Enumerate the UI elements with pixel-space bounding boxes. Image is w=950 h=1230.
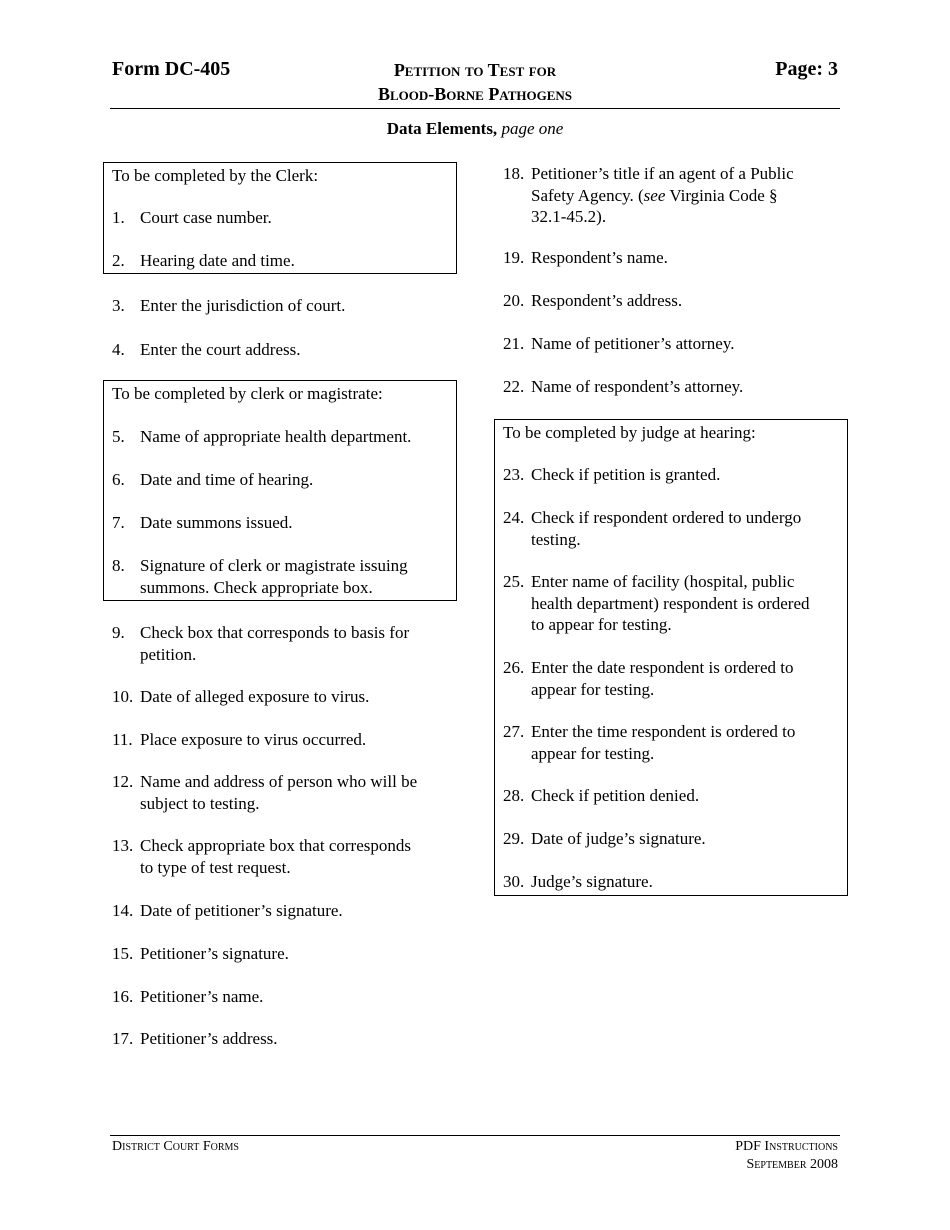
- item-text-line: petition.: [140, 644, 197, 664]
- item-number: 13.: [112, 836, 134, 855]
- item-text: [531, 163, 794, 228]
- item-text: Respondent’s name.: [531, 248, 668, 267]
- judge-box-heading: To be completed by judge at hearing:: [503, 423, 756, 442]
- item-text: Name of appropriate health department.: [140, 427, 412, 446]
- item-text-line: Check if respondent ordered to undergo: [531, 508, 802, 527]
- item-text-line: Enter the time respondent is ordered to: [531, 722, 796, 741]
- item-number: 25.: [503, 572, 525, 591]
- item-text: Name of respondent’s attorney.: [531, 377, 744, 396]
- item-text: Petitioner’s name.: [140, 987, 264, 1006]
- clerk-magistrate-box-heading: To be completed by clerk or magistrate:: [112, 384, 383, 403]
- item-text: Date of petitioner’s signature.: [140, 901, 343, 920]
- item-text: Respondent’s address.: [531, 291, 683, 310]
- item-text: Name of petitioner’s attorney.: [531, 334, 735, 353]
- item-text: Enter the court address.: [140, 340, 301, 359]
- item-text-line: testing.: [531, 529, 581, 549]
- item-text-line: Signature of clerk or magistrate issuing: [140, 556, 408, 575]
- item-number: 2.: [112, 251, 125, 270]
- item-text-italic: see: [643, 185, 666, 205]
- page-header: [110, 58, 840, 109]
- item-number: 18.: [503, 164, 525, 183]
- title-line-1: Petition to Test for: [393, 60, 557, 80]
- item-number: 4.: [112, 340, 125, 359]
- item-number: 16.: [112, 987, 134, 1006]
- item-text: Date of alleged exposure to virus.: [140, 687, 370, 706]
- item-text: [531, 507, 801, 550]
- item-text-line: Check appropriate box that corresponds: [140, 836, 411, 855]
- item-number: 9.: [112, 623, 125, 642]
- item-text-fragment: Virginia Code §: [665, 185, 778, 205]
- item-number: 24.: [503, 508, 525, 527]
- item-text-line: 32.1-45.2).: [531, 207, 607, 226]
- section-subtitle: [0, 119, 950, 139]
- item-number: 27.: [503, 722, 525, 741]
- item-text-line: [531, 185, 794, 207]
- item-number: 17.: [112, 1029, 134, 1048]
- item-text-line: Petitioner’s title if an agent of a Public: [531, 164, 794, 183]
- item-text: Date summons issued.: [140, 513, 293, 532]
- item-text-line: appear for testing.: [531, 743, 655, 763]
- item-text-fragment: Safety Agency. (: [531, 185, 644, 205]
- form-id: Form DC-405: [112, 58, 231, 80]
- item-text-line: appear for testing.: [531, 679, 655, 699]
- item-number: 22.: [503, 377, 525, 396]
- item-text: Hearing date and time.: [140, 251, 295, 270]
- footer-right-line-1: PDF Instructions: [735, 1139, 838, 1154]
- item-number: 14.: [112, 901, 134, 920]
- item-number: 26.: [503, 658, 525, 677]
- item-number: 10.: [112, 687, 134, 706]
- item-text-line: Enter name of facility (hospital, public: [531, 572, 795, 591]
- item-text-line: to type of test request.: [140, 857, 291, 877]
- item-number: 5.: [112, 427, 125, 446]
- item-text: [140, 835, 411, 878]
- item-number: 20.: [503, 291, 525, 310]
- item-text: Date of judge’s signature.: [531, 829, 706, 848]
- item-text: Check if petition denied.: [531, 786, 700, 805]
- item-text-line: subject to testing.: [140, 793, 260, 813]
- item-text: [140, 771, 417, 814]
- item-text: [531, 571, 810, 636]
- clerk-box-heading: To be completed by the Clerk:: [112, 166, 319, 185]
- item-text: Petitioner’s signature.: [140, 944, 289, 963]
- item-text-line: Name and address of person who will be: [140, 772, 418, 791]
- item-text: Date and time of hearing.: [140, 470, 314, 489]
- document-title: [110, 58, 840, 106]
- footer-right: [735, 1138, 838, 1174]
- title-line-2: Blood-Borne Pathogens: [377, 84, 573, 104]
- item-number: 28.: [503, 786, 525, 805]
- item-number: 12.: [112, 772, 134, 791]
- item-number: 8.: [112, 556, 125, 575]
- item-text: [140, 555, 408, 598]
- item-text-line: Enter the date respondent is ordered to: [531, 658, 794, 677]
- item-text: Enter the jurisdiction of court.: [140, 296, 346, 315]
- item-number: 30.: [503, 872, 525, 891]
- item-text: Place exposure to virus occurred.: [140, 730, 367, 749]
- item-number: 15.: [112, 944, 134, 963]
- item-text: Court case number.: [140, 208, 272, 227]
- footer-left: District Court Forms: [112, 1139, 239, 1154]
- item-number: 3.: [112, 296, 125, 315]
- item-number: 23.: [503, 465, 525, 484]
- item-text: [140, 622, 409, 665]
- item-text-line: to appear for testing.: [531, 615, 672, 634]
- subtitle-bold: Data Elements,: [386, 119, 498, 138]
- item-text-line: Check box that corresponds to basis for: [140, 623, 410, 642]
- subtitle-italic: page one: [501, 119, 564, 138]
- page-number: Page: 3: [775, 58, 838, 80]
- item-number: 21.: [503, 334, 525, 353]
- footer-divider: [110, 1135, 840, 1136]
- item-number: 6.: [112, 470, 125, 489]
- item-text-line: health department) respondent is ordered: [531, 593, 810, 613]
- item-text-line: summons. Check appropriate box.: [140, 577, 373, 597]
- item-text: Petitioner’s address.: [140, 1029, 278, 1048]
- footer-right-line-2: September 2008: [746, 1157, 838, 1172]
- item-number: 1.: [112, 208, 125, 227]
- item-number: 29.: [503, 829, 525, 848]
- item-number: 7.: [112, 513, 125, 532]
- item-number: 11.: [112, 730, 133, 749]
- item-text: Check if petition is granted.: [531, 465, 721, 484]
- item-text: [531, 657, 793, 700]
- item-text: Judge’s signature.: [531, 872, 653, 891]
- item-number: 19.: [503, 248, 525, 267]
- item-text: [531, 721, 795, 764]
